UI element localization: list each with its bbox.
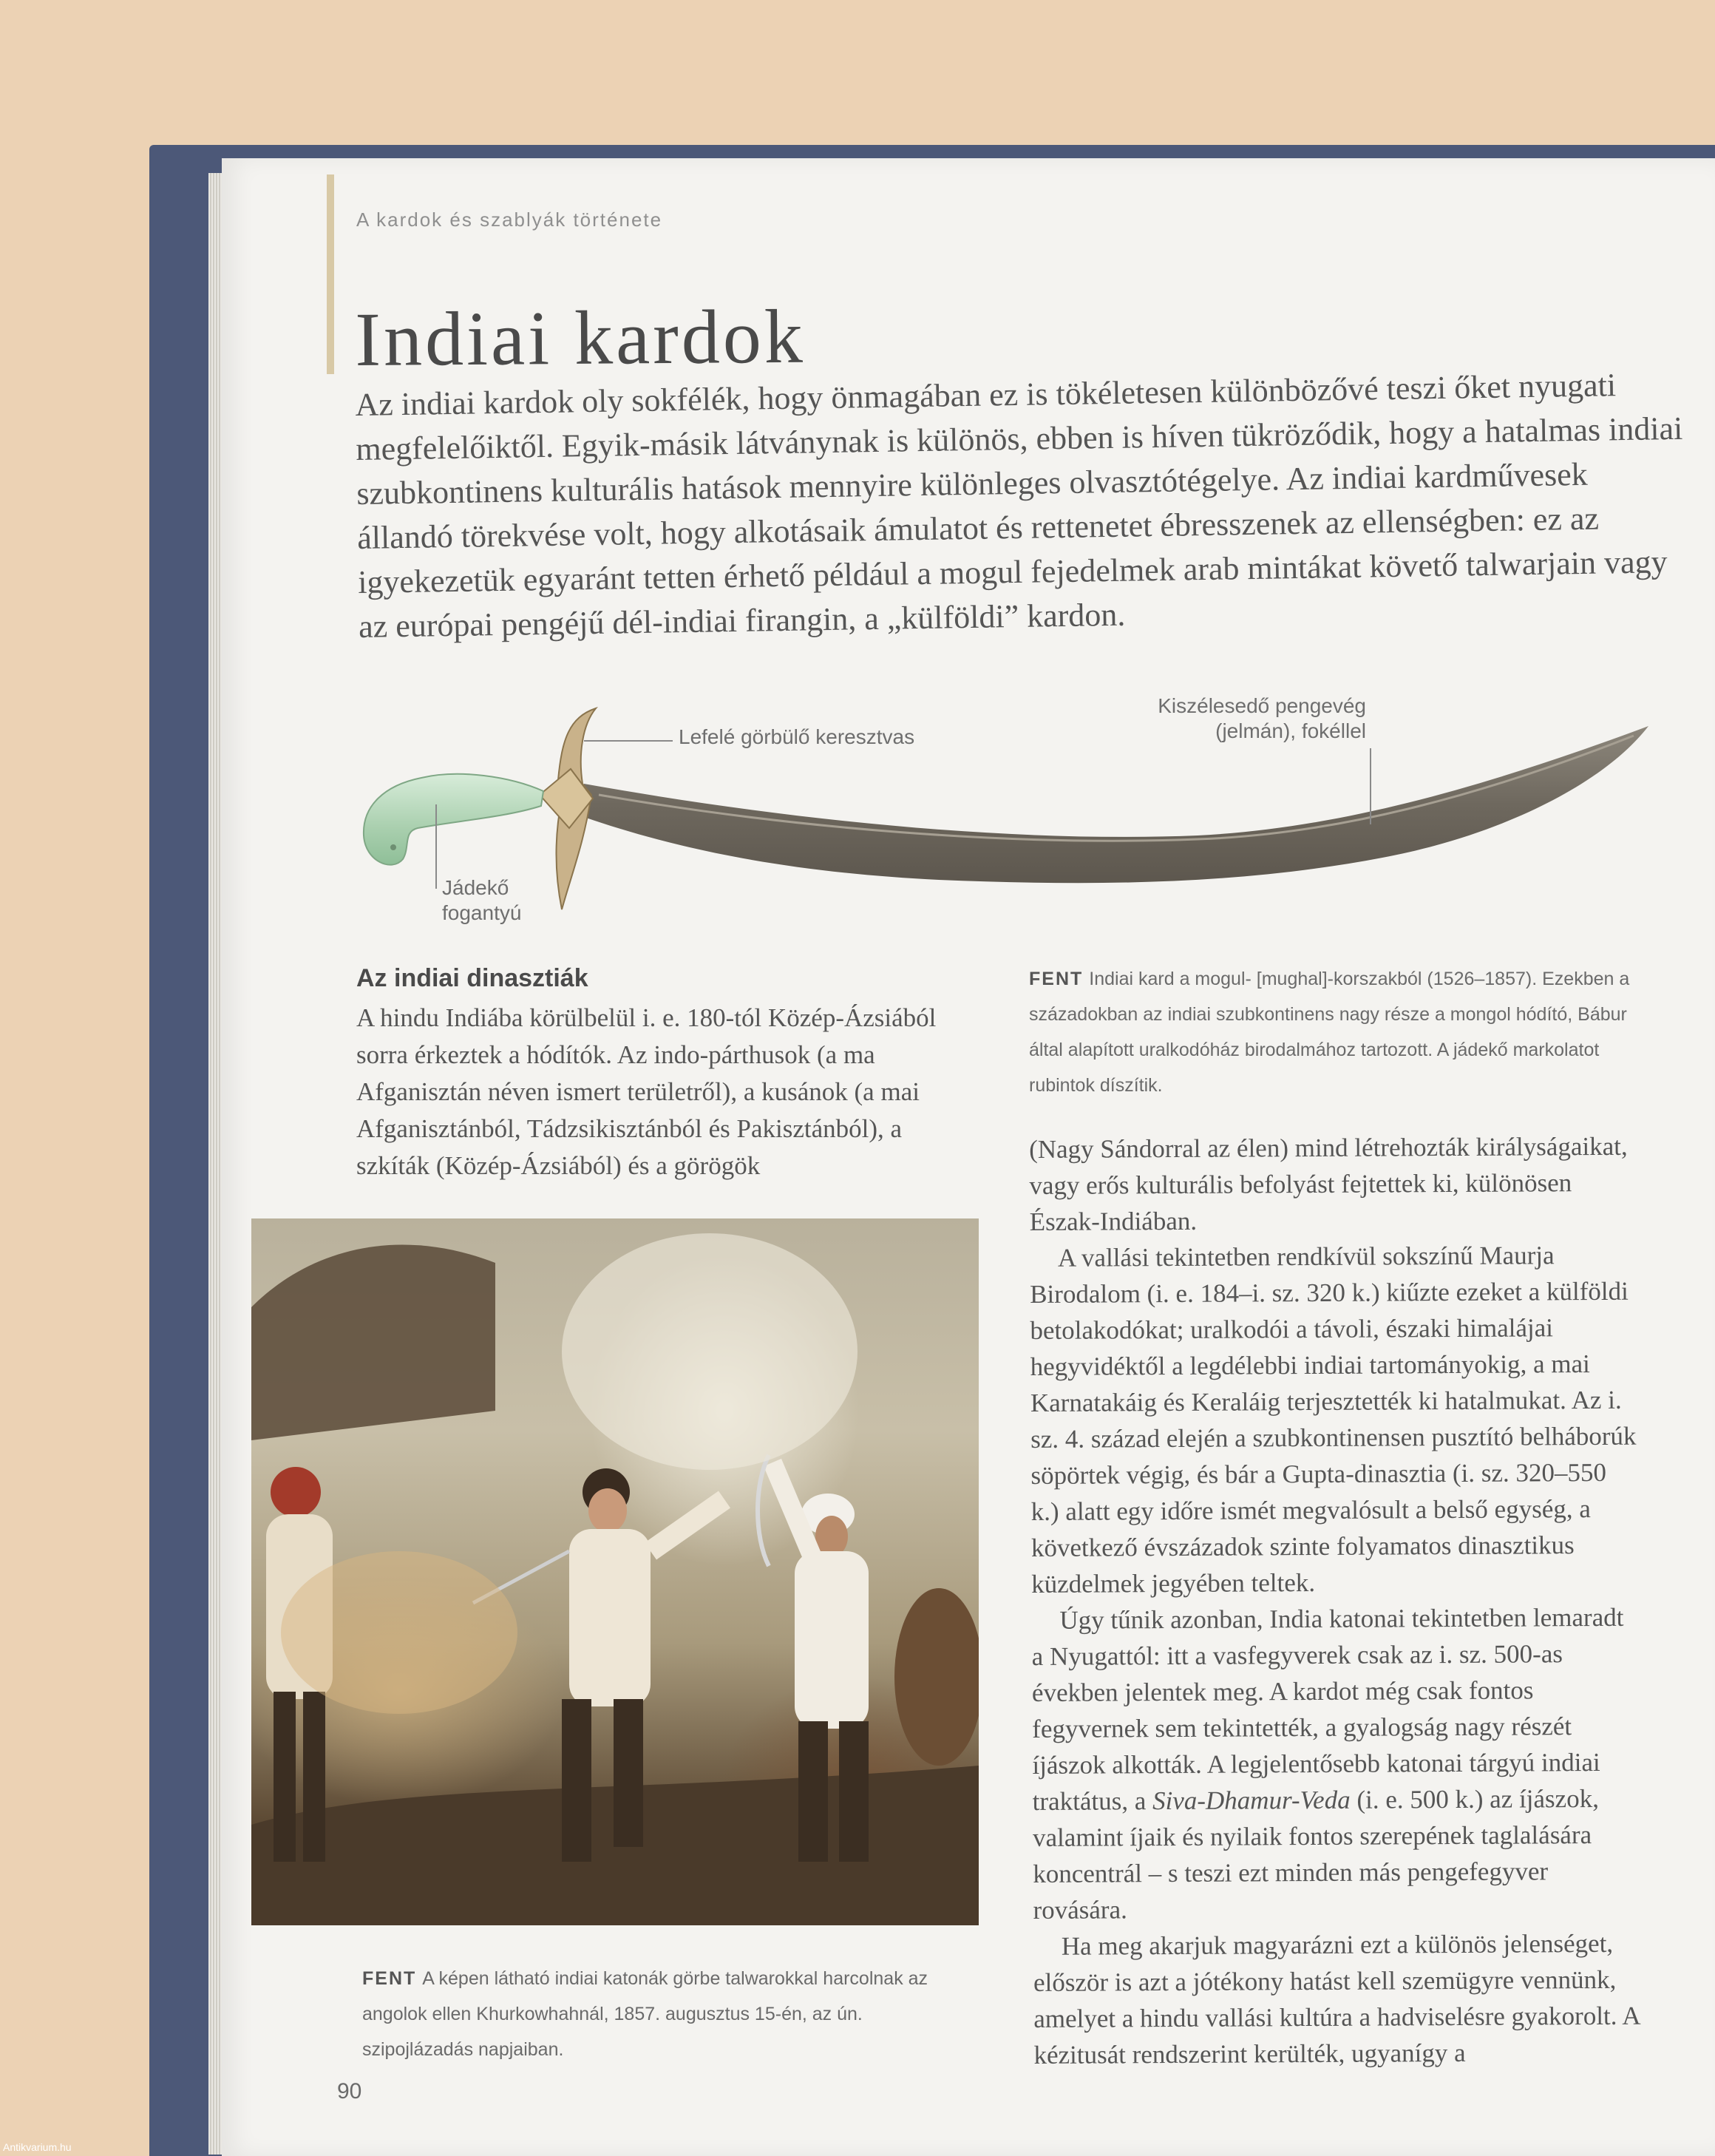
right-paragraph-3 xyxy=(1031,1599,1639,1928)
callout-blade-tip-line1: Kiszélesedő pengevég xyxy=(1158,694,1366,717)
header-accent-bar xyxy=(327,174,334,374)
running-head: A kardok és szablyák története xyxy=(356,209,663,231)
page-title: Indiai kardok xyxy=(355,294,806,382)
intro-paragraph: Az indiai kardok oly sokfélék, hogy önmagában ez is tökéletesen különbözővé teszi őket nyugati megfelelőiktől. Egyik-másik látványnak is különös, ebben is híven tükröződik, hogy a hatalmas indiai szubkontinens kulturális hatások mennyire különleges olvasztótégelye. Az indiai kardművesek állandó törekvése volt, hogy alkotásaik ámulatot és rettenetet ébresszenek az ellenségben: ez az igyekezetük egyaránt tetten érhető például a mogul fejedelmek arab mintákat követő talwarjain vagy az európai pengéjű dél-indiai firangin, a „külföldi” kardon. xyxy=(355,367,1683,645)
callout-blade-tip xyxy=(1087,694,1366,744)
caption-sword xyxy=(1029,961,1635,1103)
callout-hilt-line1: Jádekő xyxy=(442,876,509,899)
section-heading: Az indiai dinasztiák xyxy=(356,964,588,992)
page-number: 90 xyxy=(337,2079,362,2104)
callout-crossguard: Lefelé görbülő keresztvas xyxy=(679,725,915,748)
right-paragraph-3-end: (i. e. 500 k.) az íjászok, valamint íjaik és nyilaik fontos szerepének taglalására koncentrál – s teszi ezt minden más pengefegyver rovására. xyxy=(1032,1783,1600,1925)
treatise-title: Siva-Dhamur-Veda xyxy=(1152,1785,1351,1816)
jade-hilt xyxy=(364,774,543,865)
soldier-fallen xyxy=(894,1588,979,1766)
right-paragraph-3-start: Úgy tűnik azonban, India katonai tekintetben lemaradt a Nyugattól: itt a vasfegyverek csak az i. sz. 500-as években jelentek meg. A kardot még csak fontos fegyvernek sem tekintették, a gyalogság nagy részét íjászok alkották. A legjelentősebb katonai tárgyú indiai traktátus, a xyxy=(1031,1602,1624,1816)
caption-sword-lead: FENT xyxy=(1029,969,1084,989)
talwar-sword-image xyxy=(347,695,1663,932)
battle-painting xyxy=(251,1218,979,1925)
watermark: Antikvarium.hu xyxy=(3,2141,72,2153)
right-paragraph-4: Ha meg akarjuk magyarázni ezt a különös jelenséget, először is azt a jótékony hatást kell szemügyre vennünk, amelyet a hindu vallási kultúra a hadviselésre gyakorolt. A kézitusát rendszerint kerülték, ugyanígy a xyxy=(1033,1928,1640,2069)
right-paragraph-2: A vallási tekintetben rendkívül sokszínű Maurja Birodalom (i. e. 184–i. sz. 320 k.) kiűzte ezeket a külföldi betolakodókat; uralkodói a távoli, északi himalájai hegyvidéktől a legdélebbi indiai tartományokig, a mai Karnatakáig és Keraláig terjesztették ki hatalmukat. Az i. sz. 4. század elején a szubkontinensen pusztító belháborúk söpörtek végig, és bár a Gupta-dinasztia (i. sz. 320–550 k.) alatt egy időre ismét megvalósult a belső egység, a következő évszázadok szinte folyamatos dinasztikus küzdelmek jegyében teltek. xyxy=(1030,1241,1637,1599)
callout-hilt-line2: fogantyú xyxy=(442,901,522,924)
left-column-text: A hindu Indiába körülbelül i. e. 180-tól Közép-Ázsiából sorra érkeztek a hódítók. Az indo-párthusok (a ma Afganisztán néven ismert területről), a kusánok (a mai Afganisztánból, Tádzsikisztánból és Pakisztánból), a szkíták (Közép-Ázsiából) és a görögök xyxy=(356,1003,937,1180)
caption-painting-text: A képen látható indiai katonák görbe talwarokkal harcolnak az angolok ellen Khurkowhahnál, 1857. augusztus 15-én, az ún. szipojlázadás napjaiban. xyxy=(362,1968,928,2060)
battle-scene xyxy=(251,1218,979,1925)
callout-blade-tip-line2: (jelmán), fokéllel xyxy=(1215,719,1366,742)
right-paragraph-1: (Nagy Sándorral az élen) mind létrehozták királyságaikat, vagy erős kulturális befolyást fejtettek ki, különösen Észak-Indiában. xyxy=(1029,1131,1628,1236)
sword-illustration xyxy=(347,695,1663,932)
caption-painting xyxy=(362,1961,954,2067)
caption-painting-lead: FENT xyxy=(362,1968,417,1989)
caption-sword-text: Indiai kard a mogul- [mughal]-korszakból (1526–1857). Ezekben a századokban az indiai szubkontinens nagy része a mongol hódító, Bábur által alapított uralkodóház birodalmához tartozott. A jádekő markolatot rubintok díszítik. xyxy=(1029,969,1630,1096)
right-column-text xyxy=(1029,1128,1640,2073)
callout-hilt xyxy=(442,875,521,926)
